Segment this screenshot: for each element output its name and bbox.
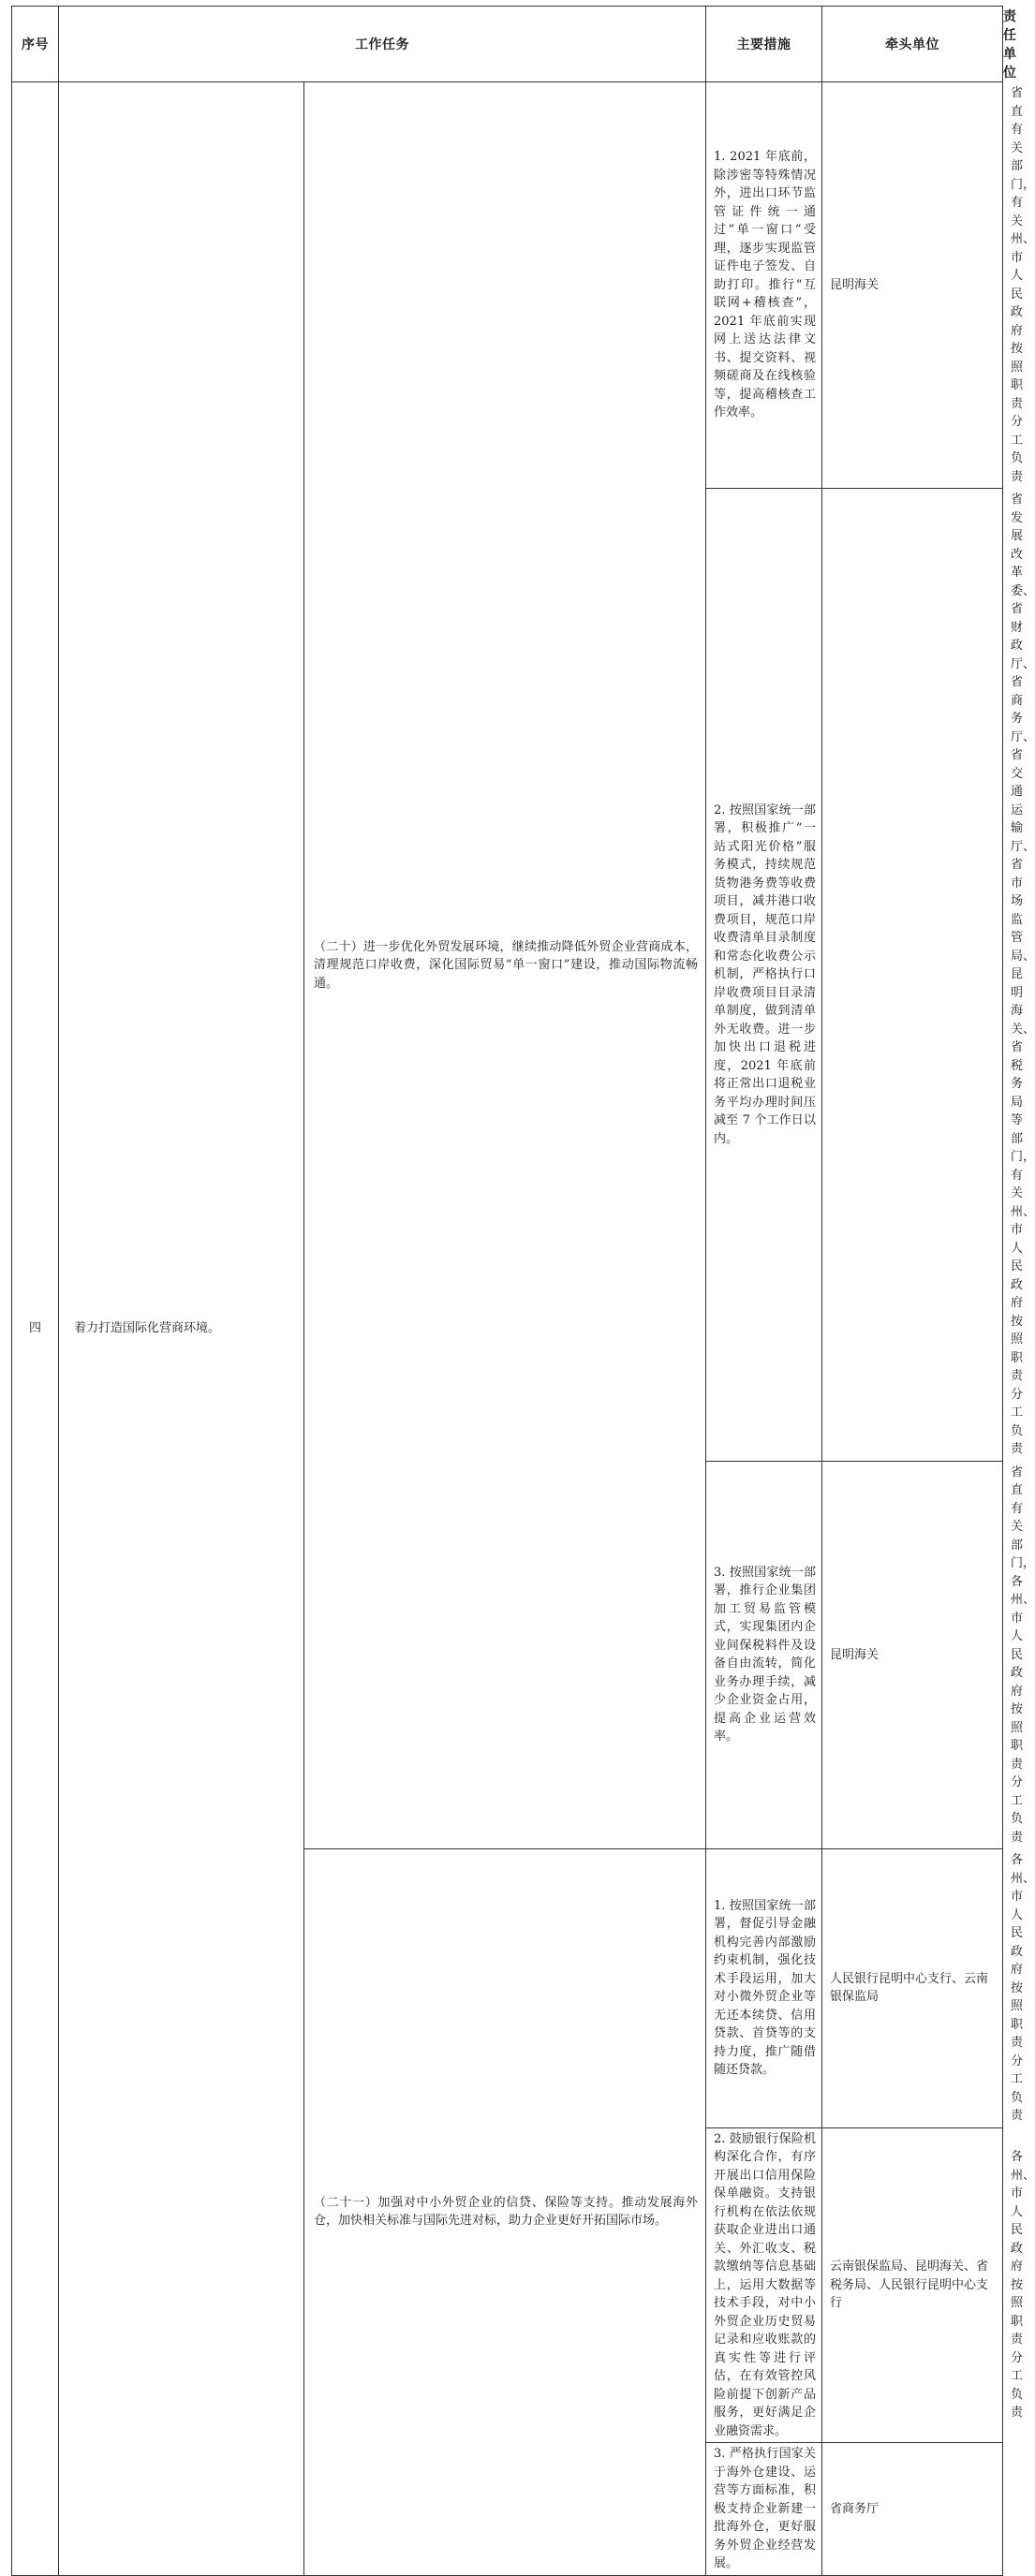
table-row: 四 着力打造国际化营商环境。 （二十）进一步优化外贸发展环境，继续推动降低外贸企业营商成本，清理规范口岸收费，深化国际贸易“单一窗口”建设，推动国际物流畅通。 1. 2021 年底前，除涉密等特殊情况外，进出口环节监管证件统一通过“单一窗口”受理，逐步实现监管证件电子签发、自助打印。推行“互联网+稽核查”，2021 年底前实现网上送达法律文书、提交资料、视频磋商及在线核验等，提高稽核查工作效率。 昆明海关 省直有关部门，有关州、市人民政府按照职责分工负责 (12, 82, 1003, 489)
header-no: 序号 (12, 7, 59, 82)
table-row: 3. 按照国家统一部署，推行企业集团加工贸易监管模式，实现集团内企业间保税料件及设备自由流转，简化业务办理手续，减少企业资金占用，提高企业运营效率。 昆明海关 省直有关部门，各州、市人民政府按照职责分工负责 (12, 1461, 1003, 1849)
table-row: 2. 按照国家统一部署，积极推广“一站式阳光价格”服务模式，持续规范货物港务费等收费项目，减并港口收费项目，规范口岸收费清单目录制度和常态化收费公示机制，严格执行口岸收费项目目录清单制度，做到清单外无收费。进一步加快出口退税进度，2021 年底前将正常出口退税业务平均办理时间压减至 7 个工作日以内。 省发展改革委、省财政厅、省商务厅、省交通运输厅、省市场监管局、昆明海关、省税务局等部门，有关州、市人民政府按照职责分工负责 (12, 489, 1003, 1462)
measure-cell: 1. 按照国家统一部署，督促引导金融机构完善内部激励约束机制，强化技术手段运用，加大对小微外贸企业等无还本续贷、信用贷款、首贷等的支持力度，推广随借随还贷款。 (706, 1849, 822, 2128)
measure-cell: 3. 严格执行国家关于海外仓建设、运营等方面标准，积极支持企业新建一批海外仓，更好服务外贸企业经营发展。 (706, 2443, 822, 2576)
measure-cell: 3. 按照国家统一部署，推行企业集团加工贸易监管模式，实现集团内企业间保税料件及设备自由流转，简化业务办理手续，减少企业资金占用，提高企业运营效率。 (706, 1461, 822, 1849)
header-row: 序号 工作任务 主要措施 牵头单位 责任单位 (12, 7, 1003, 82)
lead-unit-cell: 省商务厅 (822, 2443, 1003, 2576)
policy-task-table (11, 6, 1035, 2576)
table-row: （二十一）加强对中小外贸企业的信贷、保险等支持。推动发展海外仓，加快相关标准与国际先进对标，助力企业更好开拓国际市场。 1. 按照国家统一部署，督促引导金融机构完善内部激励约束机制，强化技术手段运用，加大对小微外贸企业等无还本续贷、信用贷款、首贷等的支持力度，推广随借随还贷款。 人民银行昆明中心支行、云南银保监局 各州、市人民政府按照职责分工负责 (12, 1849, 1003, 2128)
measure-cell: 1. 2021 年底前，除涉密等特殊情况外，进出口环节监管证件统一通过“单一窗口”受理，逐步实现监管证件电子签发、自助打印。推行“互联网+稽核查”，2021 年底前实现网上送达法律文书、提交资料、视频磋商及在线核验等，提高稽核查工作效率。 (706, 82, 822, 489)
lead-unit-cell: 云南银保监局、昆明海关、省税务局、人民银行昆明中心支行 (822, 2127, 1003, 2443)
measure-cell: 2. 鼓励银行保险机构深化合作，有序开展出口信用保险保单融资。支持银行机构在依法依规获取企业进出口通关、外汇收支、税款缴纳等信息基础上，运用大数据等技术手段，对中小外贸企业历史贸易记录和应收账款的真实性等进行评估，在有效管控风险前提下创新产品服务，更好满足企业融资需求。 (706, 2127, 822, 2443)
subtask-cell: （二十一）加强对中小外贸企业的信贷、保险等支持。推动发展海外仓，加快相关标准与国际先进对标，助力企业更好开拓国际市场。 (304, 1849, 706, 2576)
lead-unit-cell (822, 489, 1003, 1462)
table-row: 2. 鼓励银行保险机构深化合作，有序开展出口信用保险保单融资。支持银行机构在依法依规获取企业进出口通关、外汇收支、税款缴纳等信息基础上，运用大数据等技术手段，对中小外贸企业历史贸易记录和应收账款的真实性等进行评估，在有效管控风险前提下创新产品服务，更好满足企业融资需求。 云南银保监局、昆明海关、省税务局、人民银行昆明中心支行 各州、市人民政府按照职责分工负责 (12, 2127, 1003, 2443)
measure-cell: 2. 按照国家统一部署，积极推广“一站式阳光价格”服务模式，持续规范货物港务费等收费项目，减并港口收费项目，规范口岸收费清单目录制度和常态化收费公示机制，严格执行口岸收费项目目录清单制度，做到清单外无收费。进一步加快出口退税进度，2021 年底前将正常出口退税业务平均办理时间压减至 7 个工作日以内。 (706, 489, 822, 1462)
subtask-cell: （二十）进一步优化外贸发展环境，继续推动降低外贸企业营商成本，清理规范口岸收费，深化国际贸易“单一窗口”建设，推动国际物流畅通。 (304, 82, 706, 1849)
lead-unit-cell: 昆明海关 (822, 82, 1003, 489)
header-lead: 牵头单位 (822, 7, 1003, 82)
header-measures: 主要措施 (706, 7, 822, 82)
header-task: 工作任务 (59, 7, 706, 82)
lead-unit-cell: 昆明海关 (822, 1461, 1003, 1849)
row-number: 四 (12, 82, 59, 2576)
lead-unit-cell: 人民银行昆明中心支行、云南银保监局 (822, 1849, 1003, 2128)
task-cell: 着力打造国际化营商环境。 (59, 82, 304, 2576)
